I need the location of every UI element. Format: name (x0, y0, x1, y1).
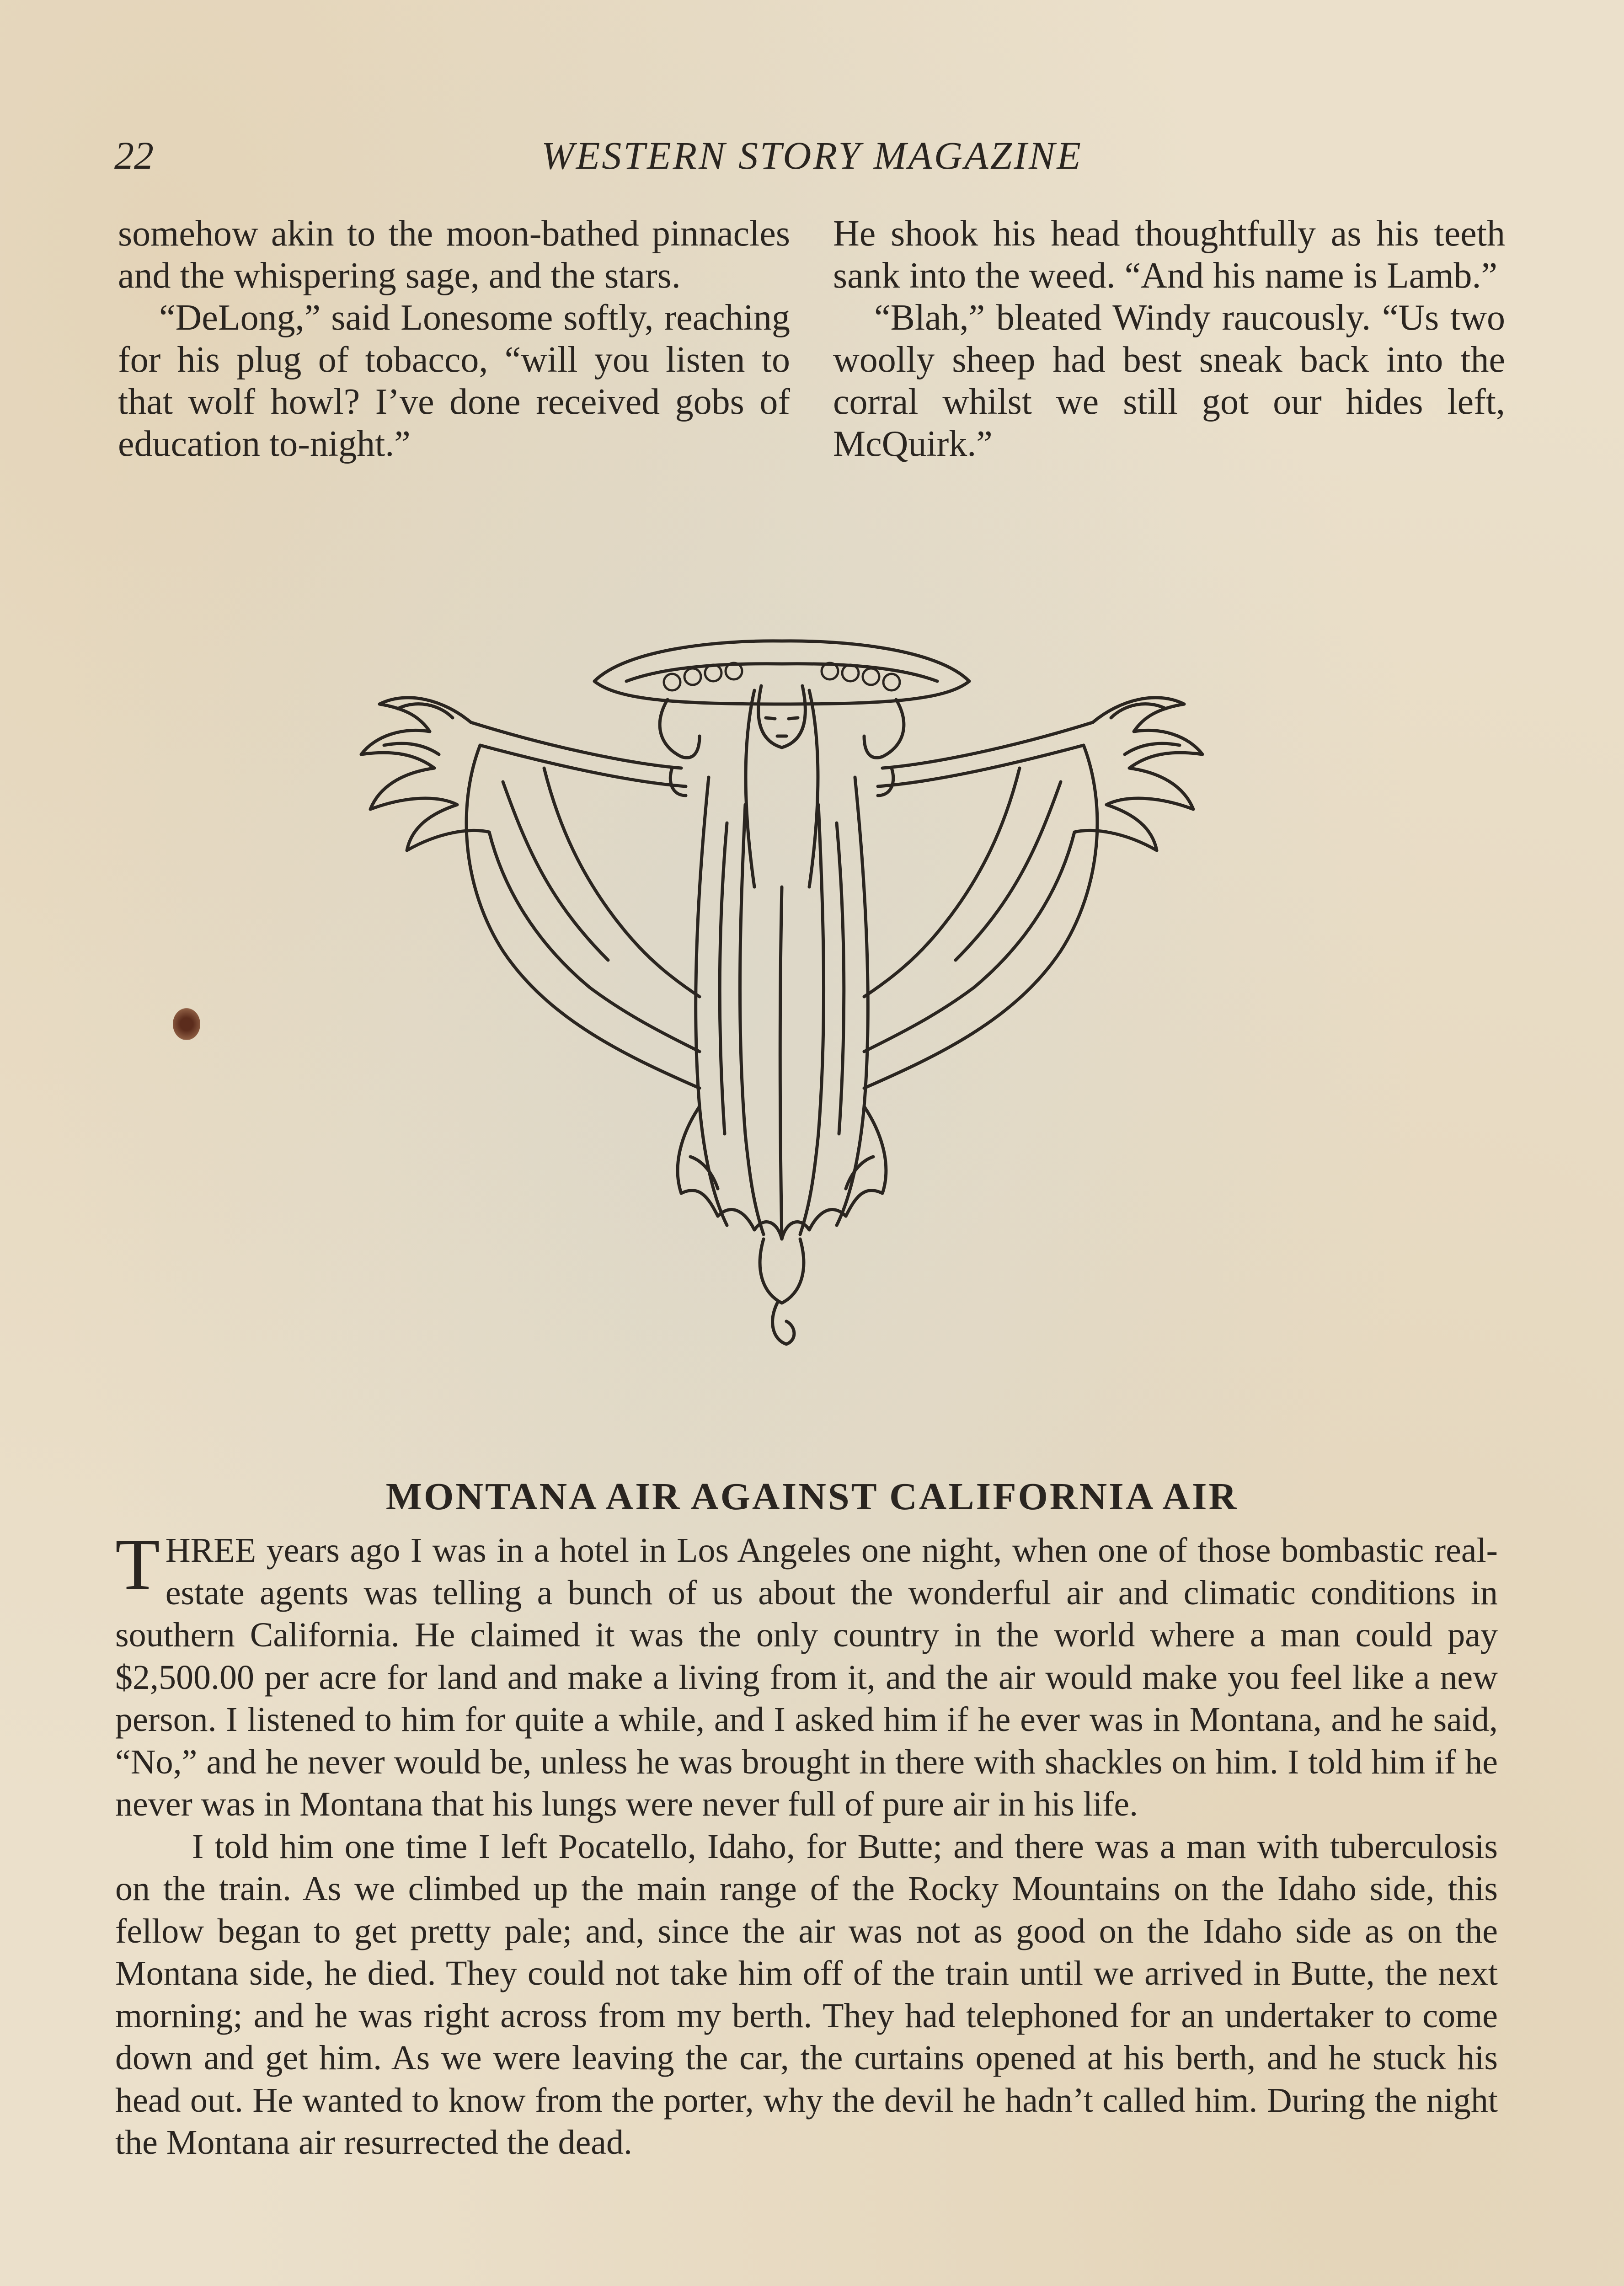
article-paragraph: I told him one time I left Pocatello, Idaho, for Butte; and there was a man with tuberculosis on the train. As we climbed up the main range of the Rocky Mountains on the Idaho side, this fellow began to get pretty pale; and, since the air was not as good on the Idaho side as on the Montana side, he died. They could not take him off of the train until we arrived in Butte, the next morning; and he was right across from my berth. They had telephoned for an undertaker to come down and get him. As we were leaving the car, the curtains opened at his berth, and he stuck his head out. He wanted to know from the porter, why the devil he hadn’t called him. During the night the Montana air resurrected the dead. (115, 1827, 1498, 2162)
three-robed-maidens-illustration (352, 631, 1212, 1372)
ink-stain (173, 1008, 200, 1040)
story-paragraph: “Blah,” bleated Windy raucously. “Us two woolly sheep had best sneak back into the corral whilst we still got our hides left, McQuirk.” (833, 298, 1505, 464)
page-number: 22 (114, 134, 154, 177)
article-body (115, 1523, 1498, 2164)
article-headline: MONTANA AIR AGAINST CALIFORNIA AIR (385, 1475, 1239, 1518)
story-column-right (833, 213, 1505, 465)
article-paragraph-text: HREE years ago I was in a hotel in Los Angeles one night, when one of those bombastic real-estate agents was telling a bunch of us about the wonderful air and climatic conditions in southern California. He claimed it was the only country in the world where a man could pay $2,500.00 per acre for land and make a living from it, and the air would make you feel like a new person. I listened to him for quite a while, and I asked him if he ever was in Montana, and he said, “No,” and he never would be, unless he was brought in there with shackles on him. I told him if he never was in Montana that his lungs were never full of pure air in his life. (115, 1531, 1498, 1823)
running-head: WESTERN STORY MAGAZINE (541, 134, 1083, 177)
story-column-left (118, 213, 790, 465)
article-paragraph (115, 1523, 1498, 1826)
story-paragraph: “DeLong,” said Lonesome softly, reaching for his plug of tobacco, “will you listen to that wolf howl? I’ve done received gobs of education to-night.” (118, 298, 790, 464)
story-paragraph: He shook his head thoughtfully as his teeth sank into the weed. “And his name is Lamb.” (833, 214, 1505, 296)
story-paragraph: somehow akin to the moon-bathed pinnacles and the whispering sage, and the stars. (118, 214, 790, 296)
drop-cap: T (115, 1523, 160, 1605)
